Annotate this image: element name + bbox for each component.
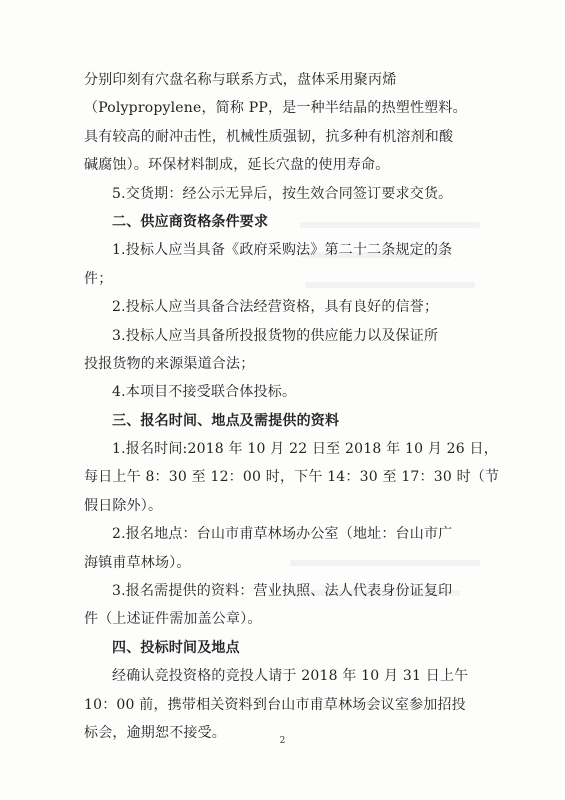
body-line: 10：00 前，携带相关资料到台山市甫草林场会议室参加招投 — [84, 696, 466, 713]
body-line: 件； — [84, 270, 113, 287]
body-line: 每日上午 8：30 至 12：00 时，下午 14：30 至 17：30 时（节 — [84, 469, 500, 486]
body-line: 件（上述证件需加盖公章）。 — [84, 611, 262, 628]
body-line: 具有较高的耐冲击性，机械性质强韧，抗多种有机溶剂和酸 — [84, 128, 454, 145]
body-line: 标会，逾期恕不接受。 — [84, 724, 226, 741]
body-line: 4.本项目不接受联合体投标。 — [112, 384, 297, 401]
section-heading: 三、报名时间、地点及需提供的资料 — [112, 412, 340, 429]
body-line: 3.报名需提供的资料：营业执照、法人代表身份证复印 — [112, 583, 453, 600]
body-line: 投报货物的来源渠道合法； — [84, 355, 255, 372]
body-line: （Polypropylene，简称 PP，是一种半结晶的热塑性塑料。 — [84, 100, 467, 117]
body-line: 2.报名地点：台山市甫草林场办公室（地址：台山市广 — [112, 526, 453, 543]
body-line: 假日除外）。 — [84, 497, 163, 514]
body-line: 海镇甫草林场）。 — [84, 554, 191, 571]
body-line: 1.报名时间:2018 年 10 月 22 日至 2018 年 10 月 26 日， — [112, 441, 498, 458]
body-line: 经确认竞投资格的竞投人请于 2018 年 10 月 31 日上午 — [112, 668, 469, 685]
body-line: 5.交货期：经公示无异后，按生效合同签订要求交货。 — [112, 185, 453, 202]
document-body — [84, 66, 500, 747]
body-line: 2.投标人应当具备合法经营资格，具有良好的信誉； — [112, 299, 439, 316]
section-heading: 二、供应商资格条件要求 — [112, 213, 269, 230]
body-line: 分别印刻有穴盘名称与联系方式，盘体采用聚丙烯 — [84, 72, 397, 88]
section-heading: 四、投标时间及地点 — [112, 639, 240, 656]
page-number: 2 — [279, 736, 286, 746]
body-line: 1.投标人应当具备《政府采购法》第二十二条规定的条 — [112, 242, 453, 259]
body-line: 碱腐蚀）。环保材料制成，延长穴盘的使用寿命。 — [84, 157, 390, 174]
body-line: 3.投标人应当具备所投报货物的供应能力以及保证所 — [112, 327, 439, 344]
